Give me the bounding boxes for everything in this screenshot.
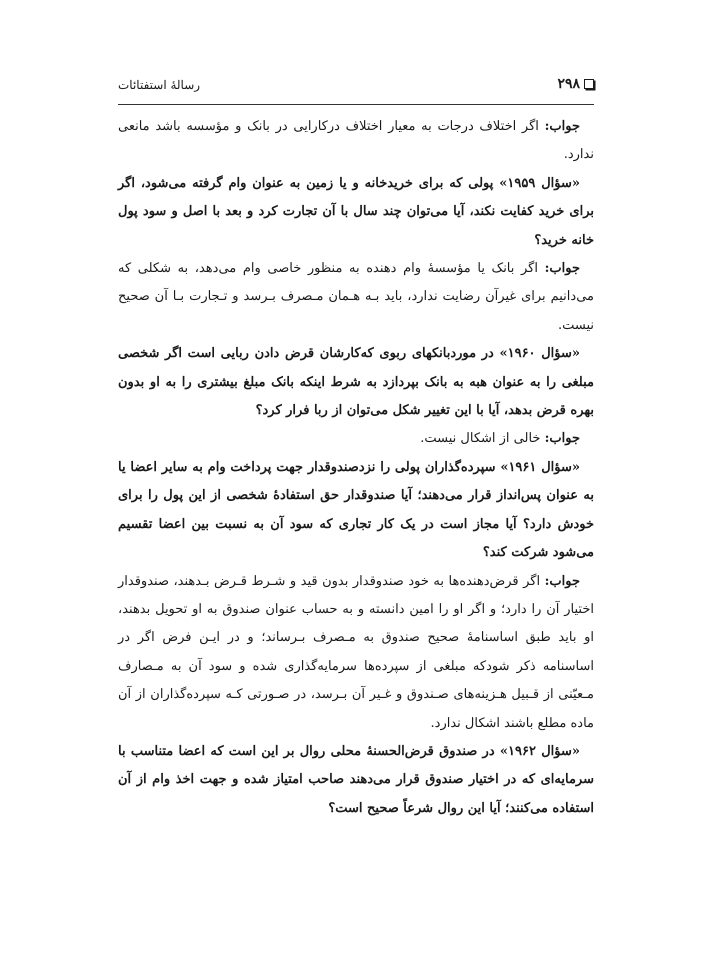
answer-paragraph xyxy=(118,425,594,453)
answer-text: اگر قرض‌دهنده‌ها به خود صندوقدار بدون قید و شـرط قـرض بـدهند، صندوقدار اختیار آن را دارد؛ و اگر او را امین دانسته و به حساب عنوان صندوق به او تحویل بدهند، او باید طبق اساسنامهٔ صحیح صندوق به مـصرف بـرساند؛ و در ایـن فرض اگر در اساسنامه ذکر شودکه مبلغی از سپرده‌ها سرمایه‌گذاری شده و سود آن به مـصارف مـعیّنی از قـبیل هـزینه‌های صـندوق و غـیر آن بـرسد، در صـورتی کـه سپرده‌گذاران از آن ماده مطلع باشند اشکال ندارد. xyxy=(118,573,594,731)
question-1961: «سؤال ۱۹۶۱» سپرده‌گذاران پولی را نزدصندوقدار جهت پرداخت وام به سایر اعضا یا به عنوان پس‌انداز قرار می‌دهند؛ آیا صندوقدار حق استفادهٔ شخصی از این پول را برای خودش دارد؟ آیا مجاز است در یک کار تجاری که سود آن به نسبت بین اعضا تقسیم می‌شود شرکت کند؟ xyxy=(118,459,594,561)
square-bullet-icon xyxy=(584,79,594,89)
answer-paragraph xyxy=(118,255,594,340)
answer-text: اگر اختلاف درجات به معیار اختلاف درکارایی در بانک و مؤسسه باشد مانعی ندارد. xyxy=(118,119,594,163)
header-divider xyxy=(118,104,594,105)
question-1962: «سؤال ۱۹۶۲» در صندوق قرض‌الحسنهٔ محلی روال بر این است که اعضا متناسب با سرمایه‌ای که در اختیار صندوق قرار می‌دهند صاحب امتیاز شده و جهت اخذ وام از آن استفاده می‌کنند؛ آیا این روال شرعاً صحیح است؟ xyxy=(118,743,594,816)
running-title: رسالهٔ استفتائات xyxy=(118,78,201,92)
answer-label: جواب: xyxy=(544,431,580,447)
page-header xyxy=(118,72,594,98)
answer-label: جواب: xyxy=(544,573,580,589)
question-1959: «سؤال ۱۹۵۹» پولی که برای خریدخانه و یا زمین به عنوان وام گرفته می‌شود، اگر برای خرید کفایت نکند، آیا می‌توان چند سال با آن تجارت کرد و بعد با اصل و سود پول خانه خرید؟ xyxy=(118,175,594,248)
body-text xyxy=(118,113,594,823)
page-number: ۲۹۸ xyxy=(557,76,580,92)
answer-paragraph xyxy=(118,113,594,170)
answer-text: اگر بانک یا مؤسسهٔ وام دهنده به منظور خاصی وام می‌دهد، به شکلی که می‌دانیم برای غیرآن رضایت ندارد، باید بـه هـمان مـصرف بـرسد و تـجارت بـا آن صحیح نیست. xyxy=(118,261,594,333)
answer-paragraph xyxy=(118,568,594,738)
question-1960: «سؤال ۱۹۶۰» در موردبانکهای ربوی که‌کارشان قرض دادن ربایی است اگر شخصی مبلغی را به عنوان هبه به بانک بپردازد به شرط اینکه بانک مبلغ بیشتری را به او بدون بهره قرض بدهد، آیا با این تغییر شکل می‌توان از ربا فرار کرد؟ xyxy=(118,346,594,419)
answer-label: جواب: xyxy=(544,119,580,134)
answer-text: خالی از اشکال نیست. xyxy=(420,431,545,447)
answer-label: جواب: xyxy=(544,261,580,277)
page-number-group xyxy=(557,76,594,92)
